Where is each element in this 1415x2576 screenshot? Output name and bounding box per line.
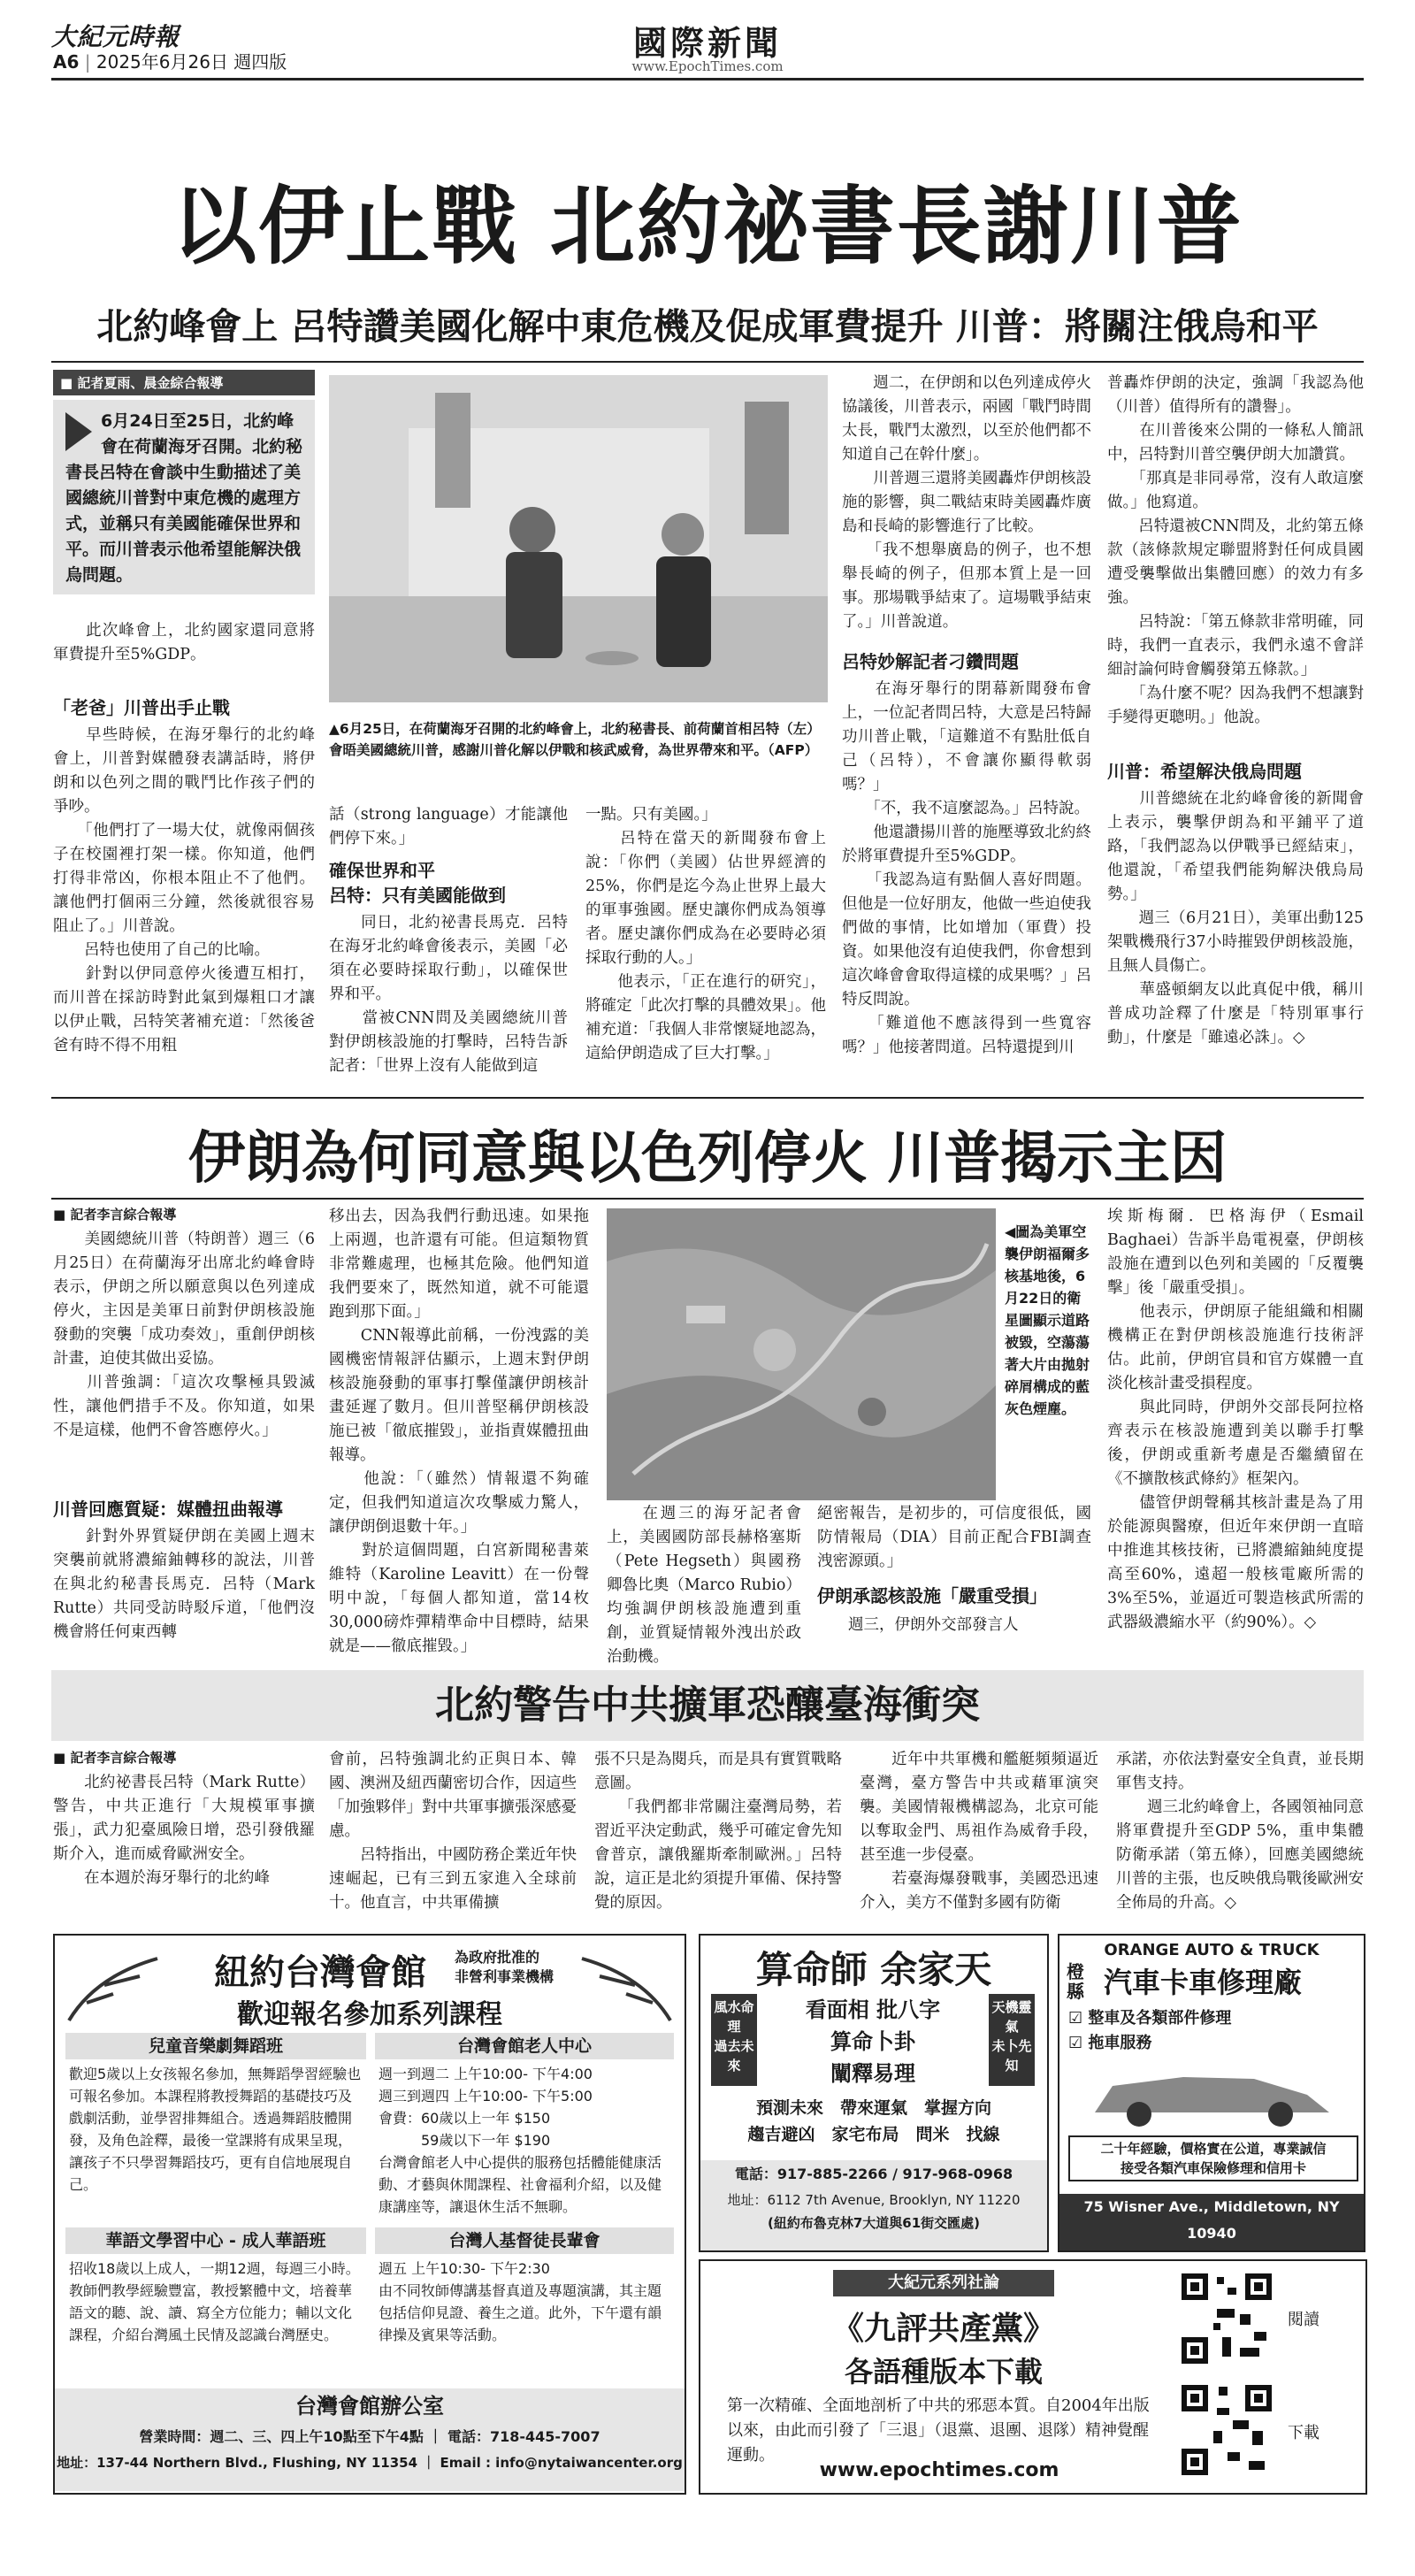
book-title: 《九評共產黨》 [831, 2310, 1055, 2347]
story2-col4: 絕密報告，是初步的，可信度很低，國防情報局（DIA）目前正配合FBI調查洩密源頭。」 [817, 1505, 1091, 1570]
story1-reporter: ■ 記者夏雨、晨金綜合報導 [53, 370, 315, 395]
truck-phone [1070, 2250, 1223, 2252]
fortune-service-2: 算命卜卦 [830, 2029, 915, 2054]
satellite-image [607, 1208, 996, 1500]
truck-banner [1068, 2135, 1358, 2181]
story2-reporter: ■ 記者李言綜合報導 [53, 1207, 177, 1223]
story2-h4: 伊朗承認核設施「嚴重受損」 [817, 1585, 1047, 1606]
page-date: 2025年6月26日 週四版 [96, 51, 287, 73]
story2-col3: 在週三的海牙記者會上，美國國防部長赫格塞斯（Pete Hegseth）與國務卿魯比奧（Marco Rubio）均強調伊朗核設施遭到重創，並質疑情報外洩出於政治動機。 [607, 1505, 801, 1666]
story2-col1b: 針對外界質疑伊朗在美國上週末突襲前就將濃縮鈾轉移的說法，川普在與北約秘書長馬克．呂特（Mark Rutte）共同受訪時駁斥道，「他們沒機會將任何東西轉 [53, 1528, 315, 1641]
truck-item-1: 整車及各類部件修理 [1088, 2009, 1232, 2028]
qr-read-label: 閱讀 [1288, 2311, 1319, 2329]
triangle-icon [65, 412, 92, 451]
taiwan-subtitle: 歡迎報名參加系列課程 [237, 1999, 502, 2030]
story3-col1: 北約祕書長呂特（Mark Rutte）警告，中共正進行「大規模軍事擴張」，武力犯臺風險日增，恐引發俄羅斯介入，進而威脅歐洲安全。 在本週於海牙舉行的北約峰 [53, 1774, 315, 1887]
story1-h4: 呂特妙解記者刁鑽問題 [842, 651, 1019, 672]
story1-h2: 確保世界和平 呂特：只有美國能做到 [329, 860, 506, 906]
story1-col3: 一點。只有美國。」 呂特在當天的新聞發布會上說：「你們（美國）佔世界經濟的25%，你們是迄今為止世界上最大的軍事強國。歷史讓你們成為領導者。歷史讓你們成為在必要時必須採取行動的人。」 他表示，「正在進行的研究」，將確定「此次打擊的具體效果」。他補充道：「我個人非常懷疑地認為，這給伊朗造成了巨大打擊。」 [585, 806, 826, 1062]
fortune-service-3: 闡釋易理 [830, 2061, 915, 2086]
rule [51, 361, 1364, 363]
fortune-address: 地址：6112 7th Avenue, Brooklyn, NY 11220 [727, 2192, 1021, 2208]
story3-col3: 張不只是為閱兵，而是具有實質戰略意圖。 「我們都非常關注臺灣局勢，若習近平決定動武，幾乎可確定會先知會普京，讓俄羅斯牽制歐洲。」呂特說，這正是北約須提升軍備、保持警覺的原因。 [594, 1751, 842, 1912]
story1-col4b: 在海牙舉行的閉幕新聞發布會上，一位記者問呂特，大意是呂特歸功川普止戰，「這難道不有點肚低自己（呂特），不會讓你顯得軟弱嗎？」 「不，我不這麼認為。」呂特說。 他還讚揚川普的施壓導致北約終於將軍費提升至5%GDP。 「我認為這有點個人喜好問題。但他是一位好朋友，他做一些迫使我們做的事情，比如增加（軍費）投資。如果他沒有迫使我們，你會想到這次峰會會取得這樣的成果嗎？」呂特反問說。 「難道他不應該得到一些寬容嗎？」他接著問道。呂特還提到川 [842, 680, 1091, 1056]
fortune-line-1: 預測未來 帶來運氣 掌握方向 [755, 2098, 991, 2118]
story1-col2a: 話（strong language）才能讓他們停下來。」 [329, 806, 568, 847]
fortune-address2: (紐約布魯克林7大道與61街交匯處) [767, 2215, 981, 2231]
qr-read-icon[interactable] [1178, 2270, 1275, 2367]
story1-subhead: 北約峰會上 呂特讚美國化解中東危機及促成軍費提升 川普：將關注俄烏和平 [96, 305, 1319, 348]
truck-address: 75 Wisner Ave., Middletown, NY 10940 [1083, 2198, 1340, 2242]
taiwan-title: 紐約台灣會館 [214, 1952, 426, 1993]
box1-title: 兒童音樂劇舞蹈班 [65, 2033, 366, 2059]
fortune-contact [700, 2160, 1047, 2250]
story1-headline: 以伊止戰 北約祕書長謝川普 [172, 176, 1243, 276]
taiwan-box1 [65, 2033, 366, 2226]
story2-col4b: 週三，伊朗外交部發言人 [817, 1616, 1019, 1634]
taiwan-tagline: 為政府批准的 非營利事業機構 [455, 1949, 555, 1985]
story1-lede [53, 400, 315, 594]
truck-banner-2: 接受各類汽車保險修理和信用卡 [1120, 2160, 1306, 2176]
checkbox-icon: ☑ [1068, 2009, 1083, 2028]
fortune-line-2: 趨吉避凶 家宅布局 問米 找線 [747, 2125, 1000, 2144]
book-series: 大紀元系列社論 [833, 2270, 1054, 2296]
box2-text: 招收18歲以上成人，一期12週，每週三小時。教師們教學經驗豐富，教授繁體中文，培養華語文的聽、說、讀、寫全方位能力；輔以文化課程，介紹台灣風土民情及認識台灣歷史。 [69, 2260, 360, 2343]
satellite-caption: ◀圖為美軍空襲伊朗福爾多核基地後，6月22日的衛星圖顯示道路被毀，空蕩蕩著大片由拋射碎屑構成的藍灰色煙塵。 [1005, 1223, 1090, 1417]
book-desc: 第一次精確、全面地剖析了中共的邪惡本質。自2004年出版以來，由此而引發了「三退」（退黨、退團、退隊）精神覺醒運動。 [727, 2396, 1150, 2465]
story1-col4a: 週二，在伊朗和以色列達成停火協議後，川普表示，兩國「戰鬥時間太長，戰鬥太激烈，以至於他們都不知道自己在幹什麼」。 川普週三還將美國轟炸伊朗核設施的影響，與二戰結束時美國轟炸廣島和長崎的影響進行了比較。 「我不想舉廣島的例子，也不想舉長崎的例子，但那本質上是一回事。那場戰爭結束了。這場戰爭結束了。」川普說道。 [842, 374, 1091, 631]
story1-col1: 早些時候，在海牙舉行的北約峰會上，川普對媒體發表講話時，將伊朗和以色列之間的戰鬥比作孩子們的爭吵。 「他們打了一場大仗，就像兩個孩子在校園裡打架一樣。你知道，他們打得非常凶，你根本阻止不了他們。讓他們打個兩三分鐘，然後就很容易阻止了。」川普說。 呂特也使用了自己的比喻。 針對以伊同意停火後遭互相打，而川普在採訪時對此氣到爆粗口才讓以伊止戰，呂特笑著補充道：「然後爸爸有時不得不用粗 [53, 726, 315, 1054]
story3-col5: 承諾，亦依法對臺安全負責，並長期軍售支持。 週三北約峰會上，各國領袖同意將軍費提升至GDP 5%，重申集體防衛承諾（第五條），回應美國總統川普的主張，也反映俄烏戰後歐洲安全佈局的升高。◇ [1116, 1751, 1364, 1912]
office-hours: 營業時間：週二、三、四上午10點至下午4點 ｜ 電話：718-445-7007 [139, 2428, 600, 2445]
truck-top: ORANGE AUTO & TRUCK [1104, 1941, 1319, 1959]
book-subtitle: 各語種版本下載 [844, 2355, 1043, 2388]
box1-text: 歡迎5歲以上女孩報名參加，無舞蹈學習經驗也可報名參加。本課程將教授舞蹈的基礎技巧及戲劇活動，並學習排舞組合。透過舞蹈肢體開發，及角色詮釋，最後一堂課將有成果呈現，讓孩子不只學習舞蹈技巧，更有自信地展現自己。 [69, 2066, 362, 2193]
truck-title: 汽車卡車修理廠 [1104, 1966, 1303, 1999]
lede-text: 6月24日至25日，北約峰會在荷蘭海牙召開。北約秘書長呂特在會談中生動描述了美國總統川普對中東危機的處理方式，並稱只有美國能確保世界和平。而川普表示他希望能解決俄烏問題。 [65, 411, 303, 585]
fortune-services [762, 1994, 983, 2089]
qr-download-label: 下載 [1288, 2424, 1319, 2442]
masthead-rule [51, 78, 1364, 80]
truck-brand: 橙縣 [1067, 1961, 1084, 2002]
book-url[interactable]: www.epochtimes.com [819, 2459, 1059, 2481]
story1-col2b: 同日，北約祕書長馬克．呂特在海牙北約峰會後表示，美國「必須在必要時採取行動」，以確保世界和平。 當被CNN問及美國總統川普對伊朗核設施的打擊時，呂特告訴記者：「世界上沒有人能做到這 [329, 914, 568, 1075]
story3-reporter: ■ 記者李言綜合報導 [53, 1750, 177, 1766]
story2-col2: 移出去，因為我們行動迅速。如果拖上兩週，也許還有可能。但這類物質非常難處理，也極其危險。他們知道我們要來了，既然知道，就不可能還跑到那下面。」 CNN報導此前稱，一份洩露的美國機密情報評估顯示，上週末對伊朗核設施發動的軍事打擊僅讓伊朗核計畫延遲了數月。但川普堅稱伊朗核設施已被「徹底摧毀」，並指責媒體扭曲報導。 他說：「（雖然）情報還不夠確定，但我們知道這次攻擊威力驚人，讓伊朗倒退數十年。」 對於這個問題，白宮新聞秘書萊維特（Karoline Leavitt）在一份聲明中說，「每個人都知道，當14枚30,000磅炸彈精準命中目標時，結果就是——徹底摧毀。」 [329, 1208, 589, 1655]
story2-col5: 埃斯梅爾．巴格海伊（Esmail Baghaei）告訴半島電視臺，伊朗核設施在遭到以色列和美國的「反覆襲擊」後「嚴重受損」。 他表示，伊朗原子能組織和相關機構正在對伊朗核設施進行技術評估。此前，伊朗官員和官方媒體一直淡化核計畫受損程度。 與此同時，伊朗外交部長阿拉格齊表示在核設施遭到美以聯手打擊後，伊朗或重新考慮是否繼續留在《不擴散核武條約》框架內。 儘管伊朗聲稱其核計畫是為了用於能源與醫療，但近年來伊朗一直暗中推進其核技術，已將濃縮鈾純度提高至60%，遠超一般核電廠所需的3%至5%，並逼近可製造核武所需的武器級濃縮水平（約90%）。◇ [1107, 1208, 1364, 1631]
taiwan-box3 [375, 2033, 674, 2243]
office-address: 地址：137-44 Northern Blvd., Flushing, NY 11354 ｜ Email : info@nytaiwancenter.org [57, 2455, 683, 2471]
ad-truck [1058, 1934, 1365, 2252]
story1-h5: 川普：希望解決俄烏問題 [1107, 761, 1302, 782]
story1-p1: 此次峰會上，北約國家還同意將軍費提升至5%GDP。 [53, 622, 315, 663]
truck-contact [1059, 2194, 1364, 2250]
box4-title: 台灣人基督徒長輩會 [375, 2227, 674, 2254]
taiwan-box2 [65, 2227, 366, 2394]
site-url: www.EpochTimes.com [631, 58, 784, 74]
fortune-left-tag: 風水命理 過去未來 [711, 1994, 757, 2086]
rule [51, 1097, 1364, 1099]
fortune-lines [700, 2095, 1047, 2148]
box3-title: 台灣會館老人中心 [375, 2033, 674, 2059]
paper-logo: 大紀元時報 [51, 22, 180, 51]
fortune-title: 算命師 余家天 [755, 1948, 992, 1991]
box4-text: 週五 上午10:30- 下午2:30 由不同牧師傳講基督真道及專題演講，其主題包括信仰見證、養生之道。此外，下午還有韻律操及賓果等活動。 [379, 2260, 662, 2343]
box2-title: 華語文學習中心 - 成人華語班 [65, 2227, 366, 2254]
story3-col2: 會前，呂特強調北約正與日本、韓國、澳洲及紐西蘭密切合作，因這些「加強夥伴」對中共軍事擴張深感憂慮。 呂特指出，中國防務企業近年快速崛起，已有三到五家進入全球前十。他直言，中共軍備擴 [329, 1751, 577, 1912]
qr-download-icon[interactable] [1178, 2381, 1275, 2479]
rule [51, 1198, 1364, 1200]
story1-col5b: 川普總統在北約峰會後的新聞會上表示，襲擊伊朗為和平鋪平了道路，「我們認為以伊戰爭已經結束」，他還說，「希望我們能夠解決俄烏局勢。」 週三（6月21日），美軍出動125架戰機飛行37小時摧毀伊朗核設施，且無人員傷亡。 華盛頓網友以此真促中俄，稱川普成功詮釋了什麼是「特別軍事行動」，什麼是「雖遠必誅」。◇ [1107, 790, 1364, 1046]
taiwan-box4 [375, 2227, 674, 2376]
ad-taiwan-center [53, 1934, 686, 2495]
summit-photo [329, 375, 828, 702]
story2-h1: 川普回應質疑：媒體扭曲報導 [53, 1499, 283, 1520]
section-title: 國際新聞 [632, 24, 782, 63]
story1-h1: 「老爸」川普出手止戰 [53, 697, 230, 718]
story1-col5a: 普轟炸伊朗的決定，強調「我認為他（川普）值得所有的讚譽」。 在川普後來公開的一條私人簡訊中，呂特對川普空襲伊朗大加讚賞。 「那真是非同尋常，沒有人敢這麼做。」他寫道。 呂特還被CNN問及，北約第五條款（該條款規定聯盟將對任何成員國遭受襲擊做出集體回應）的效力有多強。 呂特說：「第五條款非常明確，同時，我們一直表示，我們永遠不會詳細討論何時會觸發第五條款。」 「為什麼不呢？因為我們不想讓對手變得更聰明。」他說。 [1107, 374, 1364, 726]
story3-col4: 近年中共軍機和艦艇頻頻逼近臺灣，臺方警告中共或藉軍演突襲。美國情報機構認為，北京可能以奪取金門、馬祖作為威脅手段，甚至進一步侵臺。 若臺海爆發戰事，美國恐迅速介入，美方不僅對多國有防衛 [860, 1751, 1098, 1912]
photo-caption: ▲6月25日，在荷蘭海牙召開的北約峰會上，北約秘書長、前荷蘭首相呂特（左）會晤美國總統川普，感謝川普化解以伊戰和核武威脅，為世界帶來和平。（AFP） [329, 721, 821, 758]
page-number: A6 [53, 51, 80, 73]
box3-text: 週一到週二 上午10:00- 下午4:00 週三到週四 上午10:00- 下午5:00 會費：60歲以上一年 $150 59歲以下一年 $190 台灣會館老人中心提供的服務包括體能健康活動、才藝與休閒課程、社會福利介紹，以及健康講座等，讓退休生活不無聊。 [379, 2066, 662, 2215]
fortune-service-1: 看面相 批八字 [805, 1997, 941, 2022]
taiwan-office [55, 2388, 685, 2491]
truck-banner-1: 二十年經驗，價格實在公道，專業誠信 [1100, 2141, 1327, 2157]
ad-book [699, 2259, 1367, 2495]
car-icon [1077, 2059, 1342, 2130]
truck-item-2: 拖車服務 [1088, 2034, 1152, 2052]
truck-items [1068, 2006, 1360, 2056]
story3-headline: 北約警告中共擴軍恐釀臺海衝突 [51, 1670, 1364, 1741]
ad-fortune [699, 1934, 1049, 2252]
page-info: A6 | 2025年6月26日 週四版 [53, 51, 287, 73]
story2-col1: 美國總統川普（特朗普）週三（6月25日）在荷蘭海牙出席北約峰會時表示，伊朗之所以願意與以色列達成停火，主因是美軍日前對伊朗核設施發動的突襲「成功奏效」，重創伊朗核計畫，迫使其做出妥協。 川普強調：「這次攻擊極具毀滅性，讓他們措手不及。你知道，如果不是這樣，他們不會答應停火。」 [53, 1230, 315, 1439]
fortune-phone: 電話：917-885-2266 / 917-968-0968 [734, 2166, 1013, 2182]
office-title: 台灣會館辦公室 [295, 2394, 444, 2419]
fortune-right-tag: 天機靈氣 未卜先知 [989, 1994, 1035, 2086]
satellite-svg [607, 1208, 996, 1500]
summit-photo-svg [329, 375, 828, 702]
story2-headline: 伊朗為何同意與以色列停火 川普揭示主因 [187, 1126, 1228, 1192]
checkbox-icon: ☑ [1068, 2034, 1083, 2052]
